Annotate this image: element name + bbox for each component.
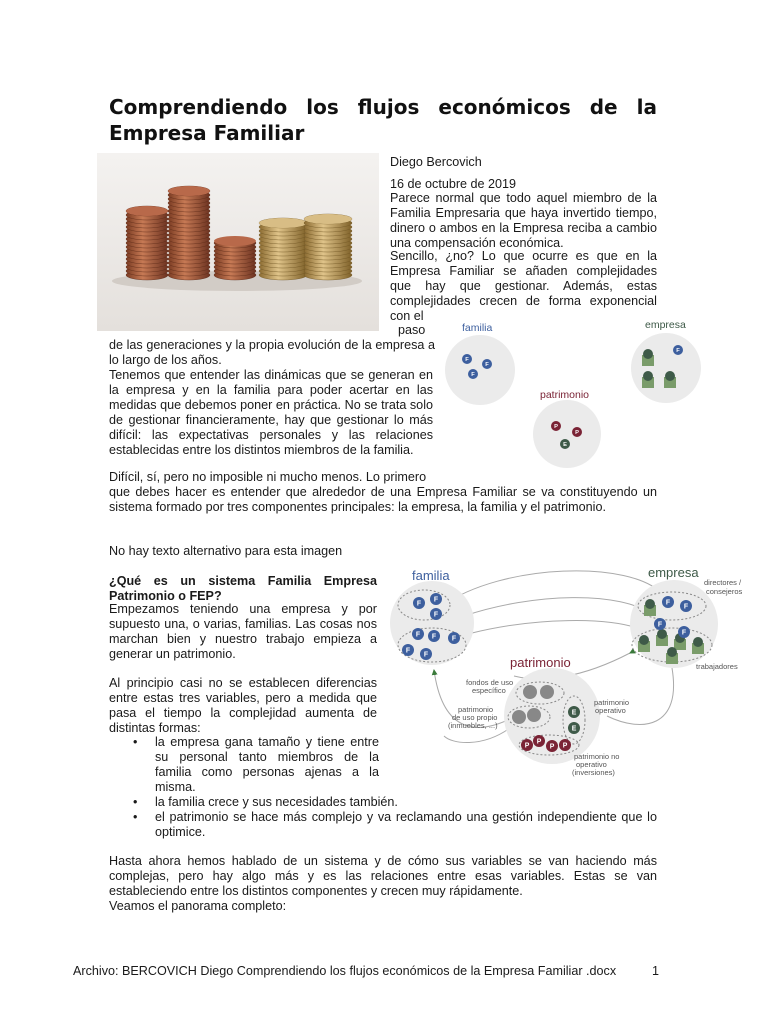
familia-member-icon [680, 600, 692, 612]
author: Diego Bercovich [390, 155, 482, 169]
operativo-label-2: operativo [595, 706, 626, 715]
consejeros-label: consejeros [706, 587, 743, 596]
patrimonio-no-operativo-icon [546, 740, 558, 752]
familia-member-icon [412, 628, 424, 640]
fep-simple-diagram [436, 314, 708, 476]
directores-label: directores / [704, 578, 742, 587]
patrimonio-operativo-icon [568, 706, 580, 718]
page-footer [73, 964, 659, 979]
diagram2-empresa-label: empresa [648, 565, 699, 580]
uso-propio-token [527, 708, 541, 722]
patrimonio-no-operativo-icon [533, 735, 545, 747]
familia-member-icon [428, 630, 440, 642]
empresa-member-icon [642, 371, 654, 388]
svg-text:F: F [676, 348, 680, 354]
list-item: • la familia crece y sus necesidades también. [109, 795, 657, 810]
fondos-token [540, 685, 554, 699]
svg-text:E: E [571, 709, 577, 717]
familia-member-icon [402, 644, 414, 656]
patrimonio-e-icon [560, 439, 570, 449]
empresa-member-icon [644, 599, 656, 616]
svg-text:F: F [405, 647, 411, 655]
empresa-member-icon [656, 629, 668, 646]
intro-paragraph: Parece normal que todo aquel miembro de la Familia Empresaria que haya invertido tiempo, dinero o ambos en la Empresa reciba a cambio una compensación económica. [390, 191, 657, 250]
familia-member-icon [662, 596, 674, 608]
svg-text:P: P [562, 742, 568, 750]
familia-member-icon [413, 597, 425, 609]
page-number: 1 [651, 964, 659, 978]
svg-text:E: E [571, 725, 577, 733]
diagram1-empresa-label: empresa [645, 319, 686, 331]
fondos-label-2: específico [472, 686, 506, 695]
svg-text:F: F [451, 635, 457, 643]
propio-label-3: (inmuebles, ...) [448, 721, 498, 730]
patrimonio-no-operativo-icon [559, 739, 571, 751]
fep-detailed-diagram [382, 558, 758, 790]
complexity-paragraph: Sencillo, ¿no? Lo que ocurre es que en la Empresa Familiar se añaden complejidades que hay que gestionar. Además, estas complejidades crecen de forma exponencial con el [390, 249, 657, 323]
svg-text:F: F [465, 357, 469, 363]
list-item: • la empresa gana tamaño y tiene entre su personal tanto miembros de la familia como personas ajenas a la misma. [109, 735, 379, 795]
svg-text:P: P [575, 430, 579, 436]
panorama-line: Veamos el panorama completo: [109, 899, 287, 913]
difficulty-paragraph: que debes hacer es entender que alrededor de una Empresa Familiar se va constituyendo un sistema formado por tres componentes principales: la empresa, la familia y el patrimonio. [109, 485, 657, 514]
svg-text:F: F [433, 596, 439, 604]
diagram1-familia-label: familia [462, 322, 493, 334]
familia-member-icon [448, 632, 460, 644]
image-alt-text: No hay texto alternativo para esta imagen [109, 544, 343, 558]
propio-label-2: de uso propio [452, 713, 498, 722]
empresa-member-icon [638, 635, 650, 652]
svg-text:F: F [423, 651, 429, 659]
familia-member-icon [673, 345, 683, 355]
patrimonio-operativo-icon [568, 722, 580, 734]
list-item: • el patrimonio se hace más complejo y va reclamando una gestión independiente que lo optimice. [109, 810, 657, 840]
svg-text:P: P [549, 743, 555, 751]
patrimonio-no-operativo-icon [521, 739, 533, 751]
patrimonio-p-icon [572, 427, 582, 437]
generations-paragraph: de las generaciones y la propia evolución de la empresa a lo largo de los años. [109, 338, 435, 367]
operativo-label-1: patrimonio [594, 698, 630, 707]
complexity-growth-paragraph: Al principio casi no se establecen diferencias entre estas tres variables, pero a medida que pasa el tiempo la complejidad aumenta de distintas formas: [109, 676, 377, 735]
svg-text:F: F [681, 629, 687, 637]
svg-text:F: F [485, 362, 489, 368]
svg-text:F: F [416, 600, 422, 608]
empresa-member-icon [666, 647, 678, 664]
empresa-member-icon [642, 349, 654, 366]
familia-member-icon [420, 648, 432, 660]
svg-text:F: F [657, 621, 663, 629]
diagram2-patrimonio-label: patrimonio [510, 655, 571, 670]
fondos-label-1: fondos de uso [466, 678, 514, 687]
familia-member-icon [430, 608, 442, 620]
coins-photo [97, 153, 379, 331]
publish-date: 16 de octubre de 2019 [390, 177, 517, 191]
empresa-member-icon [692, 637, 704, 654]
uso-propio-token [512, 710, 526, 724]
svg-text:F: F [683, 603, 689, 611]
fep-intro-paragraph: Empezamos teniendo una empresa y por supuesto una, o varias, familias. Las cosas nos marchan bien y nuestro trabajo empieza a generar un patrimonio. [109, 602, 377, 661]
svg-text:E: E [563, 442, 567, 448]
svg-text:F: F [433, 611, 439, 619]
familia-member-icon [678, 626, 690, 638]
trabajadores-label: trabajadores [696, 662, 738, 671]
svg-text:P: P [524, 742, 530, 750]
dynamics-paragraph: Tenemos que entender las dinámicas que se generan en la empresa y en la familia para poder acertar en las medidas que debemos poner en práctica. No se trata solo de gestionar financieramente, hay que gestionar lo más difícil: las expectativas personales y las relaciones establecidas entre los distintos miembros de la familia. [109, 368, 433, 457]
svg-text:F: F [471, 372, 475, 378]
svg-text:F: F [431, 633, 437, 641]
familia-member-icon [468, 369, 478, 379]
svg-text:P: P [554, 424, 558, 430]
familia-member-icon [430, 593, 442, 605]
noop-label-2: operativo [576, 760, 607, 769]
patrimonio-p-icon [551, 421, 561, 431]
svg-text:F: F [415, 631, 421, 639]
section-heading: ¿Qué es un sistema Familia Empresa Patrimonio o FEP? [109, 574, 377, 603]
complexity-paragraph-word: paso [398, 323, 426, 337]
familia-member-icon [482, 359, 492, 369]
svg-text:F: F [665, 599, 671, 607]
diagram1-patrimonio-label: patrimonio [540, 389, 590, 401]
svg-text:P: P [536, 738, 542, 746]
relations-paragraph: Hasta ahora hemos hablado de un sistema y de cómo sus variables se van haciendo más complejas, pero hay algo más y es las relaciones entre esas variables. Estas se van estableciendo entre los distintos componentes y crecen muy rápidamente. [109, 854, 657, 898]
document-title: Comprendiendo los flujos económicos de la Empresa Familiar [109, 95, 657, 145]
noop-label-1: patrimonio no [574, 752, 620, 761]
difficulty-paragraph-start: Difícil, sí, pero no imposible ni mucho menos. Lo primero [109, 470, 427, 484]
familia-member-icon [654, 618, 666, 630]
footer-filename: Archivo: BERCOVICH Diego Comprendiendo los flujos económicos de la Empresa Familiar .docx [73, 964, 617, 978]
familia-member-icon [462, 354, 472, 364]
noop-label-3: (inversiones) [572, 768, 615, 777]
diagram2-familia-label: familia [412, 568, 450, 583]
fondos-token [523, 685, 537, 699]
propio-label-1: patrimonio [458, 705, 494, 714]
empresa-member-icon [664, 371, 676, 388]
